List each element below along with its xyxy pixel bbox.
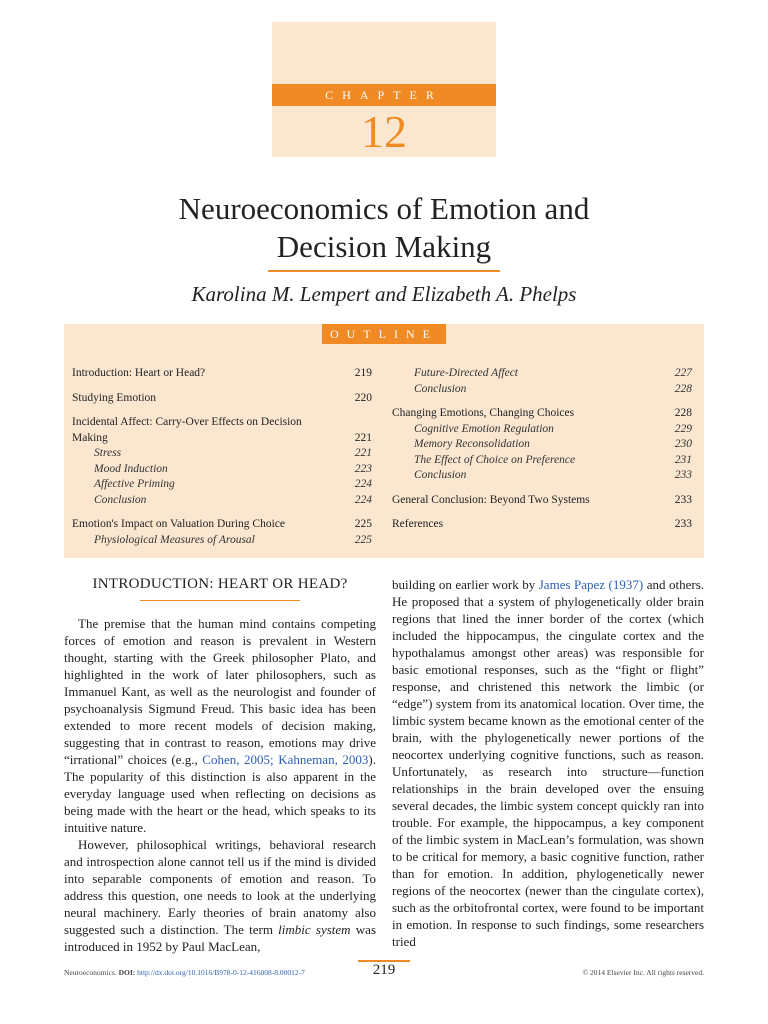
toc-entry-page: 233 xyxy=(674,469,692,481)
toc-entry xyxy=(72,533,372,549)
toc-entry-page: 223 xyxy=(354,462,372,475)
toc-entry xyxy=(72,462,372,478)
paragraph-2 xyxy=(64,836,376,955)
toc-entry-title: Conclusion xyxy=(94,493,147,506)
toc-entry-page: 225 xyxy=(354,518,372,530)
toc-entry-title: General Conclusion: Beyond Two Systems xyxy=(392,493,590,506)
toc-entry-title: Memory Reconsolidation xyxy=(414,438,530,450)
citation-link-papez[interactable]: James Papez (1937) xyxy=(538,577,644,592)
paragraph-2-text-a: However, philosophical writings, behavioral research and introspection alone cannot tell us if the mind is divided into separable components of emotion and reason. To address this question, one needs to look at the underlying neural machinery. Early theories of brain anatomy also suggested such a distinction. The term xyxy=(64,837,376,937)
toc-entry-title: Stress xyxy=(94,447,122,459)
authors: Karolina M. Lempert and Elizabeth A. Phelps xyxy=(191,282,577,306)
toc-entry-title: Conclusion xyxy=(414,469,467,481)
toc-entry-page: 224 xyxy=(354,478,372,490)
toc-entry-page: 231 xyxy=(674,453,692,466)
toc-entry xyxy=(392,517,692,533)
toc-entry-title: Physiological Measures of Arousal xyxy=(94,533,255,546)
citation-link-cohen-kahneman[interactable]: Cohen, 2005; Kahneman, 2003 xyxy=(202,752,369,767)
chapter-label: CHAPTER xyxy=(272,84,496,106)
toc-entry-page: 224 xyxy=(354,493,372,506)
footer-doi xyxy=(64,968,305,977)
title-line-2: Decision Making xyxy=(276,229,492,264)
toc-entry xyxy=(392,493,692,509)
toc-entry xyxy=(72,431,372,447)
toc-entry-page: 220 xyxy=(354,391,372,404)
toc-entry-title: The Effect of Choice on Preference xyxy=(414,453,576,466)
toc-entry-title: Cognitive Emotion Regulation xyxy=(414,422,554,435)
toc-entry-title: Introduction: Heart or Head? xyxy=(72,367,206,379)
toc-entry-title: Conclusion xyxy=(414,382,467,395)
toc-entry xyxy=(72,517,372,533)
toc-entry xyxy=(392,382,692,398)
footer-book-title: Neuroeconomics. xyxy=(64,968,119,977)
page-number: 219 xyxy=(372,962,396,978)
toc-entry xyxy=(392,406,692,422)
toc-entry-page: 233 xyxy=(674,518,692,530)
toc-entry xyxy=(72,415,372,431)
toc-entry xyxy=(72,493,372,509)
toc-entry-title: Changing Emotions, Changing Choices xyxy=(392,407,575,419)
term-limbic-system: limbic system xyxy=(278,922,351,937)
paragraph-3-text-a: building on earlier work by xyxy=(392,577,539,592)
title-line-1: Neuroeconomics of Emotion and xyxy=(178,191,590,226)
footer-doi-link[interactable]: http://dx.doi.org/10.1016/B978-0-12-416008-8.00012-7 xyxy=(135,968,305,977)
outline-right-column xyxy=(392,366,692,533)
paragraph-1-text-a: The premise that the human mind contains competing forces of emotion and reason is prevalent in Western thought, starting with the Greek philosopher Plato, and highlighted in the work of later philosophers, such as Immanuel Kant, as well as the neurologist and founder of psychoanalysis Sigmund Freud. This basic idea has been extended to more recent models of decision making, suggesting that in contrast to reason, emotions may drive “irrational” choices (e.g., xyxy=(64,616,376,767)
toc-entry-page: 230 xyxy=(674,438,692,450)
toc-entry-page: 219 xyxy=(354,367,372,379)
toc-entry-title: Future-Directed Affect xyxy=(414,367,518,379)
paragraph-1-text-b: ). The popularity of this distinction is also apparent in the everyday language used when reflecting on decisions as being made with the heart or the head, which speaks to its intuitive nature. xyxy=(64,752,376,835)
toc-entry xyxy=(392,437,692,453)
toc-entry-title: Mood Induction xyxy=(94,462,168,475)
footer-copyright: © 2014 Elsevier Inc. All rights reserved. xyxy=(582,968,704,977)
section-heading: INTRODUCTION: HEART OR HEAD? xyxy=(92,576,348,592)
outline-left-column xyxy=(72,366,372,548)
section-heading-rule xyxy=(140,600,300,601)
toc-entry-page: 228 xyxy=(674,407,692,419)
toc-entry-title: Making xyxy=(72,431,108,444)
toc-entry-title: Affective Priming xyxy=(94,478,175,490)
toc-entry xyxy=(392,468,692,484)
toc-entry-page: 227 xyxy=(674,367,692,379)
body-column-left xyxy=(64,576,376,955)
chapter-title xyxy=(100,190,668,266)
toc-entry xyxy=(72,477,372,493)
toc-entry-page: 225 xyxy=(354,533,372,546)
footer-doi-label: DOI: xyxy=(118,968,136,977)
toc-entry-title: References xyxy=(392,518,444,530)
toc-entry-page: 228 xyxy=(674,382,692,395)
toc-entry xyxy=(72,391,372,407)
body-column-right xyxy=(392,576,704,950)
paragraph-1 xyxy=(64,615,376,836)
chapter-number: 12 xyxy=(361,106,407,157)
toc-entry xyxy=(392,453,692,469)
paragraph-3-text-b: and others. He proposed that a system of phylogenetically older brain regions that lined the inner border of the cortex (which included the hippocampus, the cingulate cortex and the hypothalamus amongst other areas) was responsible for basic emotional responses, such as the “fight or flight” response, and christened this network the limbic (or “edge”) system from its anatomical location. Over time, the limbic system became known as the emotional center of the brain, with the phylogenetically newer portions of the neocortex underlying cognitive functions, such as reason. Unfortunately, as research into structure—function relationships in the brain developed over the ensuing several decades, the limbic system concept quickly ran into trouble. For example, the hippocampus, a key component of the limbic system in MacLean’s formulation, was shown to be critical for memory, a basic cognitive function, rather than for emotion. In addition, phylogenetically newer regions of the neocortex (newer than the cingulate cortex), such as the orbitofrontal cortex, were found to be important in emotion. In response to such findings, some researchers tried xyxy=(392,577,705,949)
paragraph-3 xyxy=(392,576,704,950)
toc-entry-page: 229 xyxy=(674,422,692,435)
outline-label: OUTLINE xyxy=(322,324,446,344)
toc-entry-title: Emotion's Impact on Valuation During Choice xyxy=(72,518,285,530)
paragraph-2-text-b: was introduced in 1952 by Paul MacLean, xyxy=(64,922,377,954)
toc-entry xyxy=(72,366,372,382)
toc-entry xyxy=(392,366,692,382)
toc-entry xyxy=(392,422,692,438)
toc-entry-title: Incidental Affect: Carry-Over Effects on Decision xyxy=(72,416,302,428)
title-divider xyxy=(268,270,500,272)
toc-entry-page: 221 xyxy=(354,431,372,444)
toc-entry-page: 233 xyxy=(674,493,692,506)
toc-entry xyxy=(72,446,372,462)
toc-entry-title: Studying Emotion xyxy=(72,391,157,404)
toc-entry-page: 221 xyxy=(354,447,372,459)
